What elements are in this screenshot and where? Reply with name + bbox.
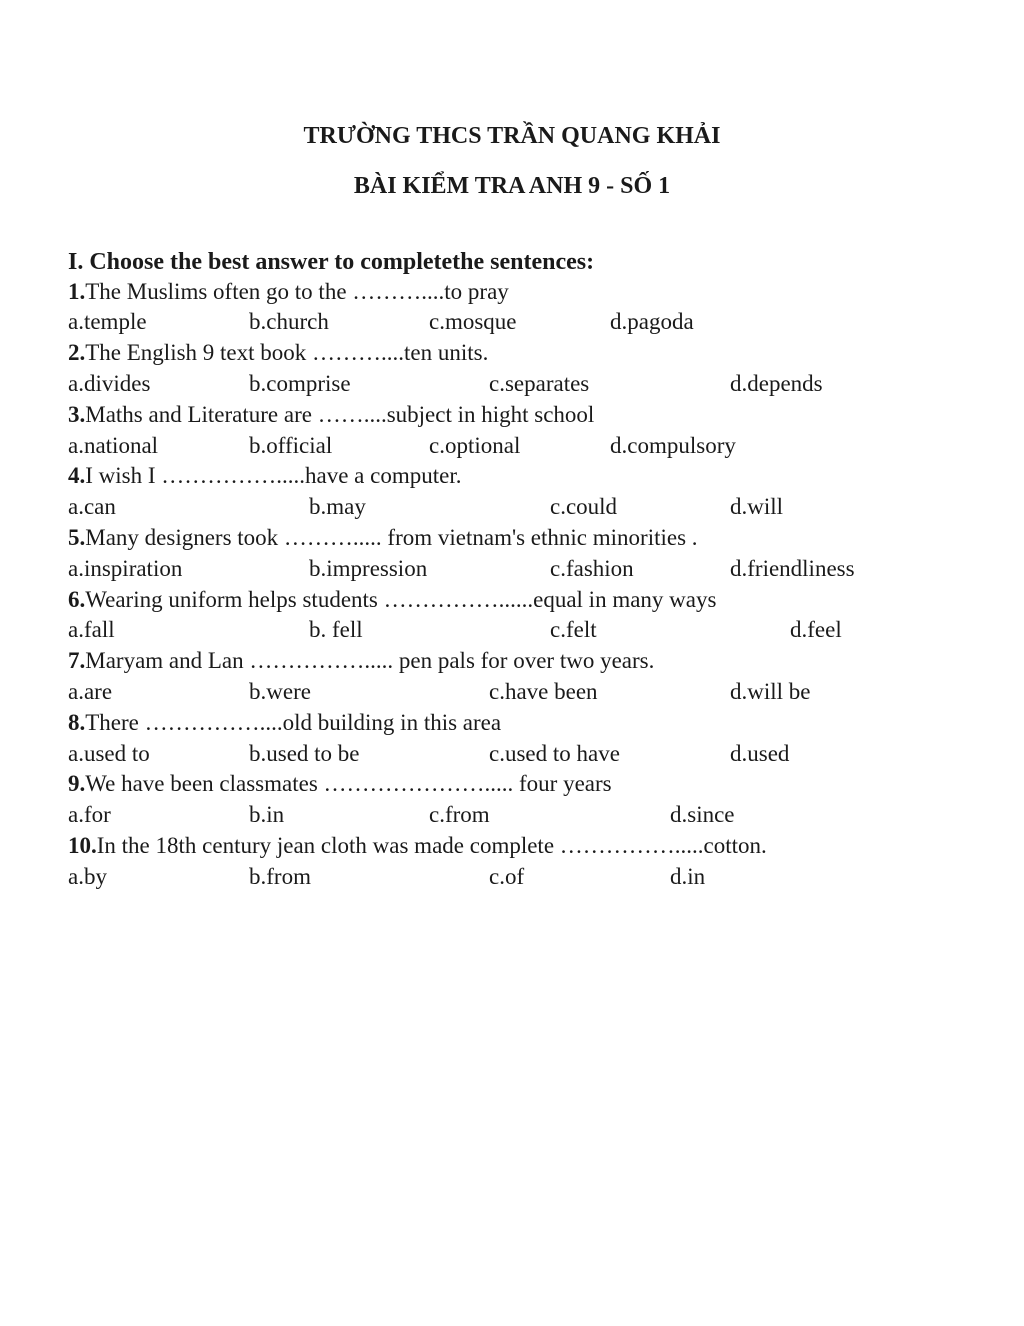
school-name: TRƯỜNG THCS TRẦN QUANG KHẢI [303, 123, 721, 149]
option-b: b.official [249, 433, 333, 458]
option-c: c.used to have [489, 741, 620, 766]
option-c: c.have been [489, 679, 598, 704]
option-d: d.pagoda [610, 309, 694, 334]
option-c: c.fashion [550, 556, 634, 581]
question-3 [68, 400, 594, 430]
question-text: Wearing uniform helps students ……………......equal in many ways [85, 587, 717, 612]
option-d: d.feel [790, 617, 842, 642]
option-c: c.separates [489, 371, 590, 396]
option-a: a.are [68, 679, 113, 704]
option-a: a.for [68, 802, 111, 827]
option-d: d.in [670, 864, 706, 889]
option-a: a.national [68, 433, 159, 458]
option-d: d.used [730, 741, 790, 766]
option-b: b.were [249, 679, 311, 704]
question-text: There ……………....old building in this area [85, 710, 502, 735]
question-number: 2. [68, 340, 86, 365]
option-b: b.comprise [249, 371, 351, 396]
option-d: d.will [730, 494, 784, 519]
section-heading: I. Choose the best answer to completethe sentences: [68, 249, 595, 275]
question-text: Maryam and Lan ……………..... pen pals for over two years. [85, 648, 655, 673]
option-b: b.may [309, 494, 366, 519]
option-a: a.temple [68, 309, 147, 334]
option-d: d.will be [730, 679, 811, 704]
question-6 [68, 585, 716, 615]
question-4 [68, 461, 461, 491]
test-title: BÀI KIỂM TRA ANH 9 - SỐ 1 [353, 173, 671, 199]
option-c: c.mosque [429, 309, 517, 334]
question-number: 8. [68, 710, 86, 735]
question-text: In the 18th century jean cloth was made complete …………….....cotton. [96, 833, 767, 858]
option-b: b.in [249, 802, 285, 827]
question-8 [68, 708, 501, 738]
question-7 [68, 646, 654, 676]
option-d: d.friendliness [730, 556, 855, 581]
question-text: Many designers took ………..... from vietnam's ethnic minorities . [85, 525, 698, 550]
question-text: I wish I …………….....have a computer. [85, 463, 462, 488]
question-text: Maths and Literature are ……....subject in hight school [85, 402, 595, 427]
option-b: b.used to be [249, 741, 360, 766]
question-text: The Muslims often go to the ………....to pray [85, 279, 509, 304]
question-number: 1. [68, 279, 86, 304]
option-a: a.by [68, 864, 107, 889]
option-a: a.used to [68, 741, 150, 766]
option-c: c.from [429, 802, 490, 827]
question-text: The English 9 text book ………....ten units. [85, 340, 489, 365]
question-5 [68, 523, 698, 553]
question-number: 4. [68, 463, 86, 488]
option-c: c.optional [429, 433, 521, 458]
question-number: 6. [68, 587, 86, 612]
option-c: c.could [550, 494, 618, 519]
option-a: a.inspiration [68, 556, 183, 581]
question-number: 5. [68, 525, 86, 550]
option-d: d.since [670, 802, 735, 827]
option-b: b.church [249, 309, 329, 334]
option-d: d.depends [730, 371, 823, 396]
question-text: We have been classmates …………………..... four years [85, 771, 612, 796]
option-c: c.felt [550, 617, 597, 642]
option-b: b.impression [309, 556, 428, 581]
option-d: d.compulsory [610, 433, 736, 458]
option-c: c.of [489, 864, 525, 889]
question-number: 9. [68, 771, 86, 796]
question-1 [68, 277, 509, 307]
question-9 [68, 769, 612, 799]
question-number: 7. [68, 648, 86, 673]
option-a: a.divides [68, 371, 151, 396]
question-10 [68, 831, 767, 861]
option-b: b. fell [309, 617, 363, 642]
option-a: a.can [68, 494, 116, 519]
question-number: 3. [68, 402, 86, 427]
option-b: b.from [249, 864, 311, 889]
question-2 [68, 338, 488, 368]
question-number: 10. [68, 833, 97, 858]
option-a: a.fall [68, 617, 115, 642]
